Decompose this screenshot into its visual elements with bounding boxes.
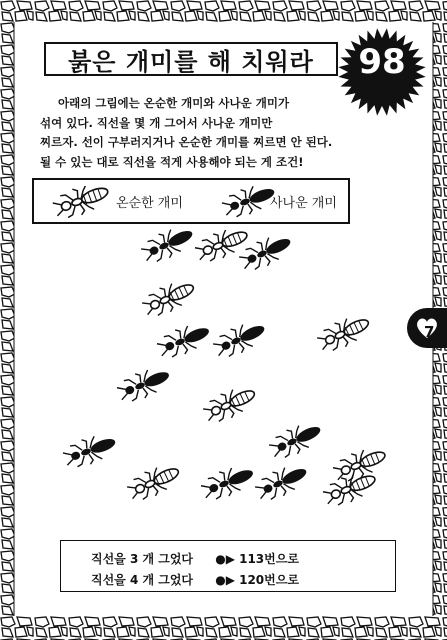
fierce-ant[interactable]	[199, 460, 258, 504]
fierce-ant[interactable]	[253, 459, 312, 505]
answer-target: 120번으로	[239, 573, 299, 587]
puzzle-number: 98	[358, 42, 406, 82]
fierce-ant[interactable]	[115, 362, 174, 406]
instruction-line: 될 수 있는 대로 직선을 적게 사용해야 되는 게 조건!	[40, 154, 304, 169]
instruction-line: 아래의 그림에는 온순한 개미와 사나운 개미가	[58, 96, 290, 110]
answer-condition: 직선을 4 개 그었다	[91, 573, 194, 587]
instruction-line: 찌르자. 선이 구부러지거나 온순한 개미를 찌르면 안 된다.	[40, 135, 333, 149]
fierce-ant[interactable]	[155, 318, 214, 362]
gentle-ant[interactable]	[193, 222, 252, 266]
answer-option-4[interactable]	[91, 571, 299, 588]
answer-option-3[interactable]	[91, 550, 299, 567]
side-tab-number: 7	[424, 323, 435, 341]
legend-gentle-label: 온순한 개미	[116, 196, 183, 211]
page-title-text: 붉은 개미를 해 치워라	[68, 47, 314, 76]
fierce-ant[interactable]	[61, 429, 120, 472]
answer-arrow-icon: ●▶	[215, 552, 235, 566]
gentle-ant[interactable]	[125, 459, 184, 505]
answer-target: 113번으로	[239, 552, 299, 566]
side-heart-tab-icon	[405, 306, 447, 350]
fierce-ant[interactable]	[267, 417, 326, 463]
answer-box	[60, 540, 396, 592]
legend-fierce-label: 사나운 개미	[270, 196, 337, 211]
gentle-ant[interactable]	[201, 381, 260, 427]
answer-condition: 직선을 3 개 그었다	[91, 552, 194, 566]
fierce-ant[interactable]	[211, 316, 270, 362]
fierce-ant[interactable]	[139, 221, 198, 267]
answer-arrow-icon: ●▶	[215, 573, 235, 587]
gentle-ant[interactable]	[140, 275, 199, 321]
gentle-ant[interactable]	[315, 310, 374, 356]
gentle-ant[interactable]	[321, 466, 380, 510]
instruction-line: 섞여 있다. 직선을 몇 개 그어서 사나운 개미만	[40, 115, 273, 130]
